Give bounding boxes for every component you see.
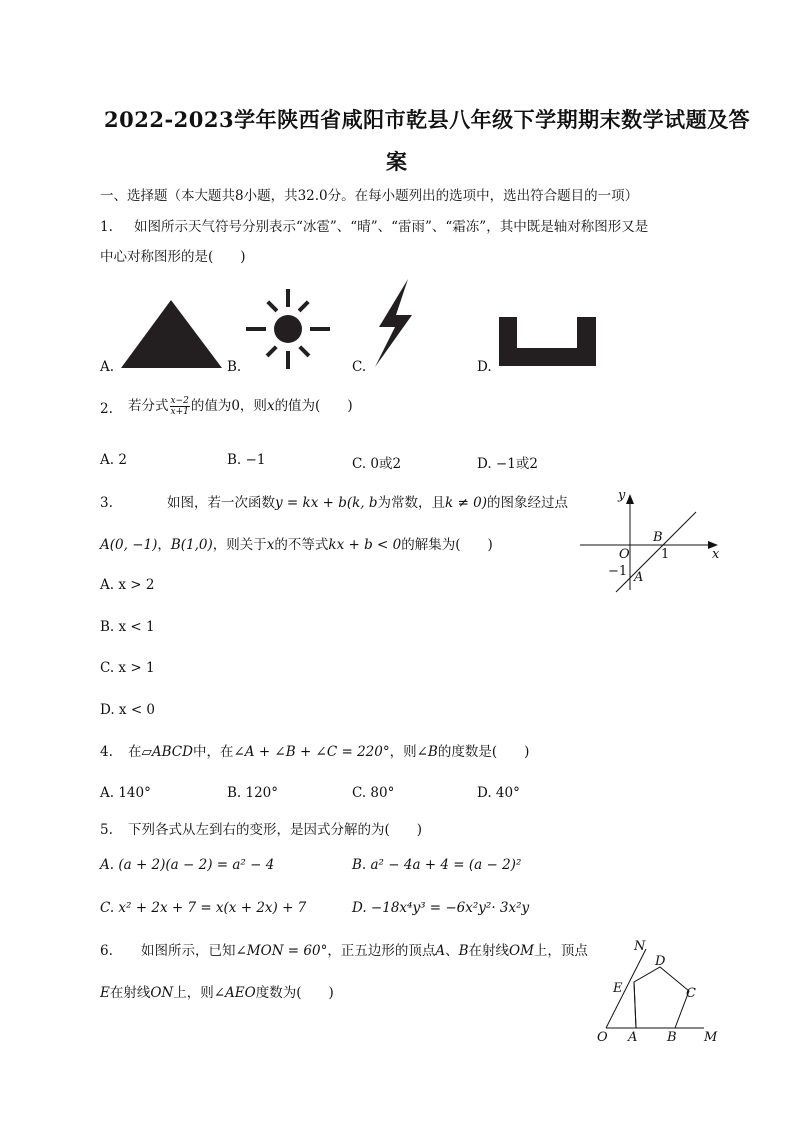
- q3-line2-var: x: [266, 537, 275, 553]
- q1-figure-a-hail-triangle: [118, 296, 226, 370]
- q4-mid2: ，则: [389, 744, 417, 760]
- q1-number: 1.: [100, 219, 113, 235]
- q3-inequality: kx + b < 0: [328, 537, 402, 553]
- q4-option-d: D. 40°: [477, 785, 520, 801]
- q6-segment-ea: [634, 982, 636, 1028]
- q2-text-mid: 的值为0，则: [190, 398, 267, 414]
- q2-variable: x: [266, 398, 275, 414]
- q3-line2-mid: ，则关于: [212, 537, 267, 553]
- q4-text: [128, 743, 529, 761]
- q4-mid: 中，在: [192, 744, 234, 760]
- q3-option-b: B. x < 1: [100, 619, 155, 635]
- page-title-line1: 2022-2023学年陕西省咸阳市乾县八年级下学期期末数学试题及答: [104, 107, 751, 132]
- q3-line1-pre: 如图，若一次函数: [167, 495, 275, 511]
- q2-text-post: 的值为( ): [274, 398, 353, 414]
- q4-parallelogram: ▱ABCD: [141, 744, 193, 760]
- q6-angle-aeo: ∠AEO: [213, 985, 256, 1001]
- q6-ray-on-line: [606, 949, 646, 1028]
- q3-point-b: B(1,0): [170, 537, 213, 553]
- q3-graph: [578, 484, 728, 596]
- q6-line2-post: 度数为( ): [255, 985, 334, 1001]
- q2-number: 2.: [100, 401, 113, 417]
- q3-number: 3.: [100, 495, 113, 511]
- q6-vertex-e: E: [100, 985, 110, 1001]
- q4-option-a: A. 140°: [100, 785, 151, 801]
- q4-pre: 在: [128, 744, 142, 760]
- q3-line2-sep: ，: [157, 537, 171, 553]
- q6-label-c: C: [686, 986, 696, 1001]
- q6-ray-on: ON: [150, 985, 174, 1001]
- q5-number: 5.: [100, 822, 113, 838]
- q6-ray-om: OM: [509, 943, 534, 959]
- q6-label-n: N: [634, 939, 646, 954]
- q4-angle-sum: ∠A + ∠B + ∠C = 220°: [233, 744, 390, 760]
- q6-label-a: A: [628, 1030, 638, 1045]
- q6-line2-mid: 在射线: [109, 985, 151, 1001]
- q3-graph-y-label: y: [618, 488, 626, 503]
- q1-figure-b-sun: [246, 289, 330, 369]
- q6-text-line2: [100, 984, 334, 1002]
- q5-option-c: C. x² + 2x + 7 = x(x + 2x) + 7: [100, 900, 307, 916]
- q3-graph-a-label: A: [634, 570, 644, 585]
- q3-option-d: D. x < 0: [100, 702, 156, 718]
- q3-option-c: C. x > 1: [100, 660, 155, 676]
- q1-label-c: C.: [352, 359, 367, 375]
- q2-fraction: [170, 396, 190, 417]
- q2-option-a: A. 2: [100, 452, 127, 468]
- q6-number: 6.: [100, 943, 113, 959]
- q6-label-m: M: [704, 1030, 718, 1045]
- page-title-line2: 案: [386, 149, 408, 174]
- q5-text: 下列各式从左到右的变形，是因式分解的为( ): [128, 822, 423, 838]
- q6-line2-mid2: 上，则: [173, 985, 214, 1001]
- q3-graph-one-label: 1: [661, 547, 670, 562]
- q3-text-line2: [100, 536, 493, 554]
- q3-line1-mid: 为常数，且: [377, 495, 446, 511]
- q2-fraction-numerator: x−2: [170, 396, 189, 406]
- q1-label-d: D.: [477, 359, 492, 375]
- q3-point-a: A(0, −1): [100, 537, 158, 553]
- q3-graph-origin-label: O: [619, 547, 630, 562]
- q3-line2-post: 的解集为( ): [401, 537, 493, 553]
- q1-text-line1: 如图所示天气符号分别表示“冰雹”、“晴”、“雷雨”、“霜冻”，其中既是轴对称图形又是: [134, 219, 649, 235]
- q3-option-a: A. x > 2: [100, 577, 155, 593]
- q5-option-a: A. (a + 2)(a − 2) = a² − 4: [100, 857, 275, 873]
- q6-mid: ，正五边形的顶点: [327, 943, 436, 959]
- q3-line1-post: 的图象经过点: [486, 495, 568, 511]
- q2-option-b: B. −1: [227, 452, 266, 468]
- q6-label-e: E: [613, 981, 623, 996]
- q3-graph-neg1-label: −1: [608, 564, 628, 579]
- section-heading: 一、选择题（本大题共8小题，共32.0分。在每小题列出的选项中，选出符合题目的一项）: [100, 188, 639, 204]
- q2-option-d: D. −1或2: [477, 456, 538, 472]
- q6-pentagon: [634, 967, 689, 1028]
- q1-label-b: B.: [227, 359, 242, 375]
- q1-figure-d-frost: [498, 316, 598, 368]
- q6-label-o: O: [597, 1030, 608, 1045]
- q6-vertex-b: B: [458, 943, 469, 959]
- q5-option-d: D. −18x⁴y³ = −6x²y²· 3x²y: [352, 900, 530, 916]
- q5-option-b: B. a² − 4a + 4 = (a − 2)²: [352, 857, 522, 873]
- q4-post: 的度数是( ): [437, 744, 530, 760]
- q4-angle-b: ∠B: [416, 744, 438, 760]
- q1-text-line2: 中心对称图形的是( ): [100, 249, 246, 265]
- q4-option-c: C. 80°: [352, 785, 395, 801]
- q6-label-d: D: [655, 954, 666, 969]
- q6-figure: [594, 935, 724, 1047]
- q3-line1-math: y = kx + b(k, b: [275, 495, 378, 511]
- q2-text-pre: 若分式: [128, 398, 169, 414]
- q3-graph-y-arrow: [626, 494, 634, 504]
- q2-text: [128, 396, 353, 417]
- q4-number: 4.: [100, 744, 113, 760]
- q3-text-line1: [167, 494, 568, 512]
- q4-option-b: B. 120°: [227, 785, 279, 801]
- q6-label-b: B: [667, 1030, 677, 1045]
- q6-mid2: 在射线: [468, 943, 510, 959]
- q6-text-line1: [141, 942, 588, 960]
- q2-option-c: C. 0或2: [352, 456, 402, 472]
- q6-sep: 、: [445, 943, 459, 959]
- q3-line2-mid2: 的不等式: [274, 537, 329, 553]
- q6-post: 上，顶点: [533, 943, 588, 959]
- q3-line1-math2: k ≠ 0): [445, 495, 487, 511]
- q1-figure-c-lightning: [370, 277, 416, 369]
- q3-graph-b-label: B: [653, 530, 663, 545]
- q6-angle-mon: ∠MON = 60°: [235, 943, 328, 959]
- q2-fraction-denominator: x+1: [170, 407, 189, 417]
- q6-vertex-a: A: [435, 943, 446, 959]
- q3-graph-x-label: x: [712, 547, 720, 562]
- q1-label-a: A.: [100, 359, 115, 375]
- q6-pre: 如图所示，已知: [141, 943, 236, 959]
